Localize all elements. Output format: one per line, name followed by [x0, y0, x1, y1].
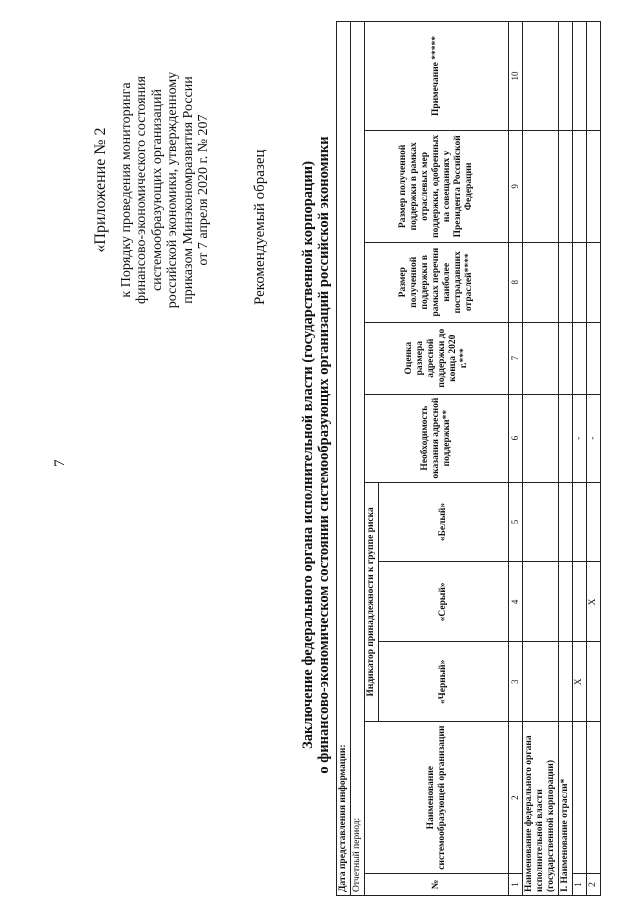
column-number: 2 [509, 722, 523, 874]
row-num: 1 [573, 874, 587, 896]
table-cell [559, 394, 573, 482]
table-cell [559, 242, 573, 322]
appendix-line: приказом Минэкономразвития России [180, 76, 196, 304]
header-risk-group: Индикатор принадлежности к группе риска [365, 482, 379, 722]
column-number: 10 [509, 22, 523, 131]
appendix-line: российской экономики, утвержденному [165, 71, 180, 309]
header-need-support: Необходимость оказания адресной поддержки** [365, 394, 509, 482]
table-cell [573, 22, 587, 131]
row-grey: X [587, 562, 601, 642]
title-line-1: Заключение федерального органа исполнительной власти (государственной корпорации) [300, 161, 316, 749]
table-cell [559, 130, 573, 242]
table-cell [587, 322, 601, 394]
monitoring-table [336, 21, 601, 896]
column-number: 5 [509, 482, 523, 562]
title-line-2: о финансово-экономическом состоянии системообразующих организаций российской экономики [316, 136, 332, 774]
table-cell [587, 242, 601, 322]
table-cell [523, 130, 559, 242]
org-name-cell: Наименование федерального органа исполнительной власти (государственной корпорации) [523, 722, 559, 896]
table-cell [523, 642, 559, 722]
date-cell: Дата представления информации: [337, 22, 351, 896]
header-org-name: Наименование системообразующей организации [365, 722, 509, 874]
table-row [587, 22, 601, 896]
table-cell [523, 562, 559, 642]
industry-row [559, 22, 573, 896]
table-cell [587, 130, 601, 242]
table-cell [559, 322, 573, 394]
table-cell [523, 322, 559, 394]
table-cell [559, 22, 573, 131]
table-cell [587, 22, 601, 131]
header-received-list: Размер полученной поддержки в рамках перечня наиболее пострадавших отраслей**** [365, 242, 509, 322]
table-cell [559, 482, 573, 562]
appendix-line: к Порядку проведения мониторинга [118, 82, 134, 298]
appendix-line: финансово-экономического состояния [134, 76, 149, 304]
table-cell [523, 394, 559, 482]
recommended-sample-label: Рекомендуемый образец [252, 149, 268, 305]
header-grey: «Серый» [379, 562, 509, 642]
row-grey [573, 562, 587, 642]
document-title [300, 45, 332, 865]
appendix-block [93, 20, 212, 360]
header-white: «Белый» [379, 482, 509, 562]
header-num: № [365, 874, 509, 896]
column-number-row [509, 22, 523, 896]
appendix-line: системообразующих организаций [149, 88, 165, 292]
header-estimate: Оценка размера адресной поддержки до конца 2020 г.*** [365, 322, 509, 394]
row-org-name [573, 722, 587, 874]
table-cell [559, 642, 573, 722]
date-row [337, 22, 351, 896]
header-black: «Черный» [379, 642, 509, 722]
row-org-name [587, 722, 601, 874]
table-cell [523, 22, 559, 131]
table-cell [573, 242, 587, 322]
column-number: 7 [509, 322, 523, 394]
industry-cell: I. Наименование отрасли* [559, 722, 573, 896]
table-row [573, 22, 587, 896]
period-row [351, 22, 365, 896]
column-number: 1 [509, 874, 523, 896]
period-cell: Отчетный период: [351, 22, 365, 896]
column-number: 6 [509, 394, 523, 482]
page-number: 7 [52, 459, 68, 467]
row-white [573, 482, 587, 562]
table-cell [573, 130, 587, 242]
header-note: Примечание ***** [365, 22, 509, 131]
column-number: 9 [509, 130, 523, 242]
table-cell [573, 322, 587, 394]
row-need: - [573, 394, 587, 482]
column-number: 8 [509, 242, 523, 322]
row-white [587, 482, 601, 562]
row-black [587, 642, 601, 722]
row-need: - [587, 394, 601, 482]
header-received-measures: Размер полученной поддержки в рамках отраслевых мер поддержки, одобренных на совещаниях у Президента Российской Федерации [365, 130, 509, 242]
org-name-row [523, 22, 559, 896]
appendix-title: «Приложение № 2 [92, 127, 109, 253]
row-num: 2 [587, 874, 601, 896]
column-number: 4 [509, 562, 523, 642]
table-cell [559, 562, 573, 642]
row-black: X [573, 642, 587, 722]
table-cell [523, 482, 559, 562]
appendix-line: от 7 апреля 2020 г. № 207 [196, 114, 211, 266]
header-row-1 [365, 22, 379, 896]
column-number: 3 [509, 642, 523, 722]
table-cell [523, 242, 559, 322]
